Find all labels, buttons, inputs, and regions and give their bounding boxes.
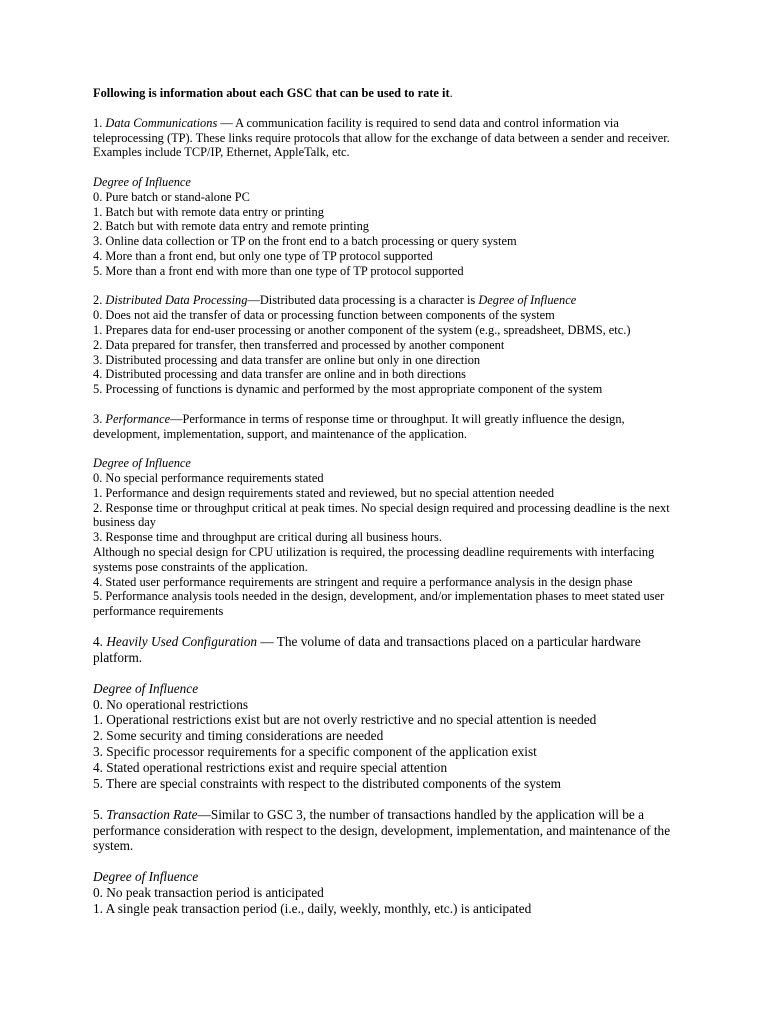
intro-period: .: [449, 86, 453, 100]
list-item: 4. More than a front end, but only one type of TP protocol supported: [93, 248, 433, 263]
section-description: [93, 412, 683, 442]
list-item: 3. Specific processor requirements for a specific component of the application exist: [93, 743, 537, 759]
degree-of-influence-label: Degree of Influence: [478, 293, 577, 308]
list-item: 1. Batch but with remote data entry or printing: [93, 204, 324, 219]
list-item: 5. Performance analysis tools needed in the design, development, and/or implementation phases to meet stated user performance requirements: [93, 589, 665, 619]
section-data-communications: [93, 116, 683, 279]
list-item: 0. No peak transaction period is anticipated: [93, 884, 324, 900]
list-item: 0. Pure batch or stand-alone PC: [93, 189, 250, 204]
document-page: [93, 86, 683, 916]
list-item: 0. Does not aid the transfer of data or processing function between components of the system: [93, 308, 555, 323]
section-text: —Similar to GSC 3, the number of transactions handled by the application will be a performance consideration with respect to the design, development, implementation, and maintenance of the system.: [93, 806, 671, 854]
section-number: 4.: [93, 634, 103, 650]
list-item: 1. Prepares data for end-user processing or another component of the system (e.g., spreadsheet, DBMS, etc.): [93, 322, 631, 337]
section-transaction-rate: [93, 807, 683, 917]
list-item: 5. More than a front end with more than one type of TP protocol supported: [93, 263, 464, 278]
list-item: 2. Some security and timing considerations are needed: [93, 728, 384, 744]
list-item: 2. Batch but with remote data entry and remote printing: [93, 219, 369, 234]
list-item: 1. A single peak transaction period (i.e., daily, weekly, monthly, etc.) is anticipated: [93, 900, 532, 916]
section-heavily-used-configuration: [93, 634, 683, 791]
list-item: 2. Response time or throughput critical at peak times. No special design required and processing deadline is the next business day: [93, 500, 670, 530]
section-term: Distributed Data Processing: [105, 293, 248, 308]
list-item: 1. Operational restrictions exist but are not overly restrictive and no special attention is needed: [93, 712, 597, 728]
degree-of-influence-label: Degree of Influence: [93, 456, 191, 471]
section-term: Transaction Rate: [106, 806, 198, 822]
section-text: —Performance in terms of response time or throughput. It will greatly influence the design, development, implementation, support, and maintenance of the application.: [93, 411, 625, 441]
degree-of-influence-label: Degree of Influence: [93, 869, 199, 885]
section-text: —Distributed data processing is a character is: [247, 293, 479, 308]
section-number: 1.: [93, 115, 103, 130]
list-item: 4. Stated operational restrictions exist and require special attention: [93, 759, 448, 775]
list-item: 3. Distributed processing and data transfer are online but only in one direction: [93, 352, 481, 367]
section-description: [93, 293, 683, 308]
list-item: 4. Stated user performance requirements are stringent and require a performance analysis in the design phase: [93, 574, 633, 589]
section-term: Performance: [105, 411, 171, 426]
list-item: 4. Distributed processing and data transfer are online and in both directions: [93, 367, 466, 382]
intro-text: Following is information about each GSC that can be used to rate it: [93, 86, 450, 100]
section-term: Heavily Used Configuration: [106, 634, 257, 650]
section-performance: [93, 412, 683, 619]
list-item: 2. Data prepared for transfer, then transferred and processed by another component: [93, 337, 505, 352]
list-item: 5. There are special constraints with respect to the distributed components of the system: [93, 775, 561, 791]
list-item: 0. No special performance requirements stated: [93, 470, 324, 485]
section-description: [93, 116, 683, 160]
list-item: 3. Online data collection or TP on the front end to a batch processing or query system: [93, 234, 517, 249]
degree-of-influence-label: Degree of Influence: [93, 680, 199, 696]
list-item: 3. Response time and throughput are critical during all business hours.: [93, 530, 442, 545]
intro-heading: [93, 86, 683, 101]
list-item: 5. Processing of functions is dynamic and performed by the most appropriate component of the system: [93, 382, 603, 397]
section-text: — The volume of data and transactions placed on a particular hardware platform.: [93, 634, 641, 666]
degree-of-influence-label: Degree of Influence: [93, 174, 191, 189]
section-number: 2.: [93, 293, 103, 308]
section-distributed-data-processing: [93, 293, 683, 397]
section-description: [93, 807, 683, 854]
section-description: [93, 634, 683, 666]
list-item: Although no special design for CPU utilization is required, the processing deadline requirements with interfacing systems pose constraints of the application.: [93, 544, 655, 574]
section-number: 5.: [93, 806, 103, 822]
list-item: 0. No operational restrictions: [93, 696, 249, 712]
list-item: 1. Performance and design requirements stated and reviewed, but no special attention needed: [93, 485, 555, 500]
section-term: Data Communications: [105, 115, 218, 130]
section-text: — A communication facility is required to send data and control information via teleprocessing (TP). These links require protocols that allow for the exchange of data between a sender and receiver. Examples include TCP/IP, Ethernet, AppleTalk, etc.: [93, 115, 670, 160]
section-number: 3.: [93, 411, 103, 426]
